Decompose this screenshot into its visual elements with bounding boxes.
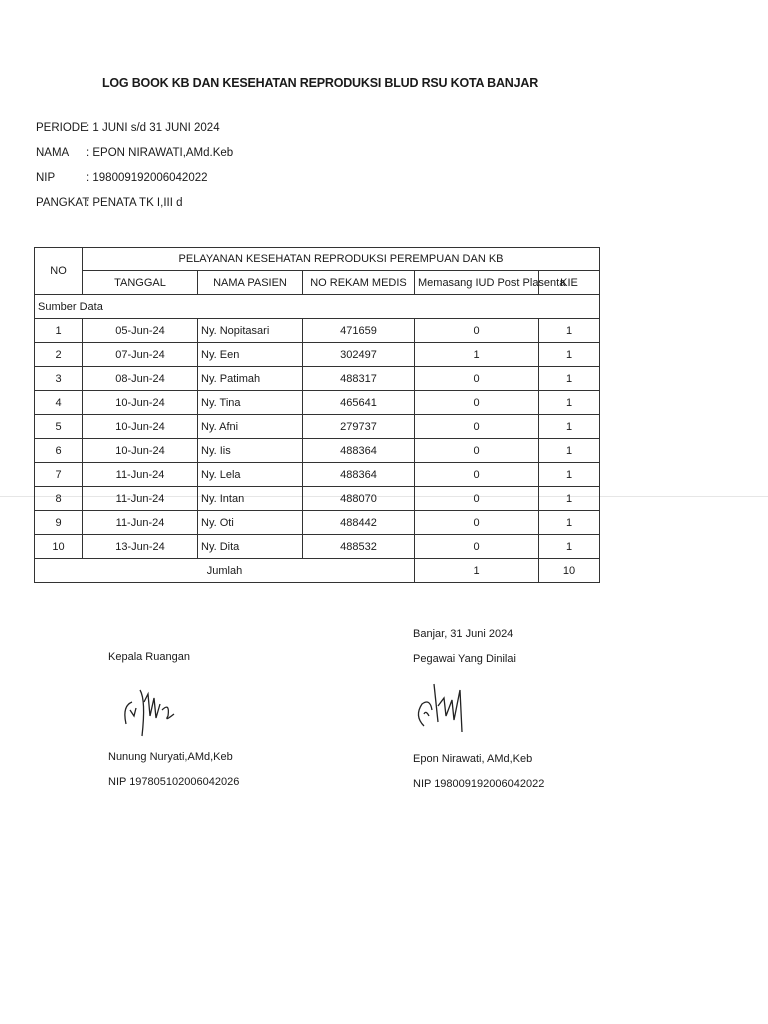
row-no-rekam-medis: 279737 [303,415,415,439]
row-kie: 1 [539,535,600,559]
row-no-rekam-medis: 471659 [303,319,415,343]
row-tanggal: 10-Jun-24 [83,391,198,415]
signer-name: Nunung Nuryati,AMd,Keb [108,751,233,763]
header-nama-pasien: NAMA PASIEN [198,271,303,295]
row-no-rekam-medis: 488070 [303,487,415,511]
identity-nip [36,172,233,197]
row-no-rekam-medis: 488532 [303,535,415,559]
header-kie: KIE [539,271,600,295]
signer-name: Epon Nirawati, AMd,Keb [413,753,533,765]
row-kie: 1 [539,487,600,511]
header-no: NO [35,248,83,295]
row-kie: 1 [539,511,600,535]
table-row [35,487,600,511]
row-nama-pasien: Ny. Oti [198,511,303,535]
total-label: Jumlah [35,559,415,583]
identity-value: : 198009192006042022 [86,172,208,184]
row-nama-pasien: Ny. Iis [198,439,303,463]
identity-label: PANGKAT [36,197,90,209]
identity-value: : PENATA TK I,III d [86,197,183,209]
row-iud: 0 [415,511,539,535]
signer-nip: NIP 198009192006042022 [413,778,545,790]
row-no: 1 [35,319,83,343]
document-title: LOG BOOK KB DAN KESEHATAN REPRODUKSI BLUD RSU KOTA BANJAR [101,76,539,90]
row-nama-pasien: Ny. Een [198,343,303,367]
row-kie: 1 [539,343,600,367]
row-kie: 1 [539,391,600,415]
source-data-label: Sumber Data [35,295,600,319]
signature-left [108,651,190,676]
row-tanggal: 11-Jun-24 [83,463,198,487]
row-tanggal: 07-Jun-24 [83,343,198,367]
table-row [35,439,600,463]
row-kie: 1 [539,319,600,343]
row-iud: 0 [415,367,539,391]
header-section-title: PELAYANAN KESEHATAN REPRODUKSI PEREMPUAN DAN KB [83,248,600,271]
signer-role: Kepala Ruangan [108,651,190,663]
row-iud: 0 [415,415,539,439]
signature-right-details [413,753,544,803]
identity-nama [36,147,233,172]
row-no: 8 [35,487,83,511]
table-row [35,367,600,391]
row-tanggal: 11-Jun-24 [83,511,198,535]
table-row [35,343,600,367]
identity-pangkat [36,197,233,222]
table-row [35,511,600,535]
row-nama-pasien: Ny. Intan [198,487,303,511]
total-kie: 10 [539,559,600,583]
signature-right [413,628,516,678]
row-iud: 1 [415,343,539,367]
row-no: 9 [35,511,83,535]
row-iud: 0 [415,439,539,463]
row-tanggal: 05-Jun-24 [83,319,198,343]
total-iud: 1 [415,559,539,583]
row-tanggal: 10-Jun-24 [83,415,198,439]
row-iud: 0 [415,391,539,415]
handwritten-signature-left [120,680,180,742]
row-nama-pasien: Ny. Tina [198,391,303,415]
table-row [35,391,600,415]
identity-label: NIP [36,172,56,184]
signer-role: Pegawai Yang Dinilai [413,653,516,665]
row-no: 10 [35,535,83,559]
table-row [35,463,600,487]
row-no-rekam-medis: 302497 [303,343,415,367]
row-kie: 1 [539,439,600,463]
row-iud: 0 [415,319,539,343]
row-no: 5 [35,415,83,439]
row-tanggal: 10-Jun-24 [83,439,198,463]
table-row [35,415,600,439]
signing-place-date: Banjar, 31 Juni 2024 [413,628,514,640]
row-no-rekam-medis: 488364 [303,439,415,463]
row-no: 4 [35,391,83,415]
row-iud: 0 [415,463,539,487]
identity-label: PERIODE [36,122,88,134]
header-no-rekam-medis: NO REKAM MEDIS [303,271,415,295]
signer-nip: NIP 197805102006042026 [108,776,240,788]
identity-label: NAMA [36,147,70,159]
row-no: 2 [35,343,83,367]
row-nama-pasien: Ny. Nopitasari [198,319,303,343]
row-tanggal: 08-Jun-24 [83,367,198,391]
table-row [35,535,600,559]
identity-periode [36,122,233,147]
row-nama-pasien: Ny. Patimah [198,367,303,391]
row-iud: 0 [415,535,539,559]
row-kie: 1 [539,463,600,487]
row-no: 7 [35,463,83,487]
row-nama-pasien: Ny. Dita [198,535,303,559]
row-nama-pasien: Ny. Lela [198,463,303,487]
row-no-rekam-medis: 488364 [303,463,415,487]
header-iud: Memasang IUD Post Plasenta [415,271,539,295]
row-no: 3 [35,367,83,391]
row-iud: 0 [415,487,539,511]
identity-block [36,122,233,222]
row-no: 6 [35,439,83,463]
table-row [35,319,600,343]
handwritten-signature-right [412,676,476,738]
row-kie: 1 [539,415,600,439]
row-tanggal: 11-Jun-24 [83,487,198,511]
identity-value: : 1 JUNI s/d 31 JUNI 2024 [86,122,220,134]
signature-left-details [108,751,239,801]
row-no-rekam-medis: 488317 [303,367,415,391]
row-nama-pasien: Ny. Afni [198,415,303,439]
row-tanggal: 13-Jun-24 [83,535,198,559]
row-no-rekam-medis: 488442 [303,511,415,535]
row-no-rekam-medis: 465641 [303,391,415,415]
row-kie: 1 [539,367,600,391]
header-tanggal: TANGGAL [83,271,198,295]
identity-value: : EPON NIRAWATI,AMd.Keb [86,147,234,159]
logbook-table [34,247,600,583]
